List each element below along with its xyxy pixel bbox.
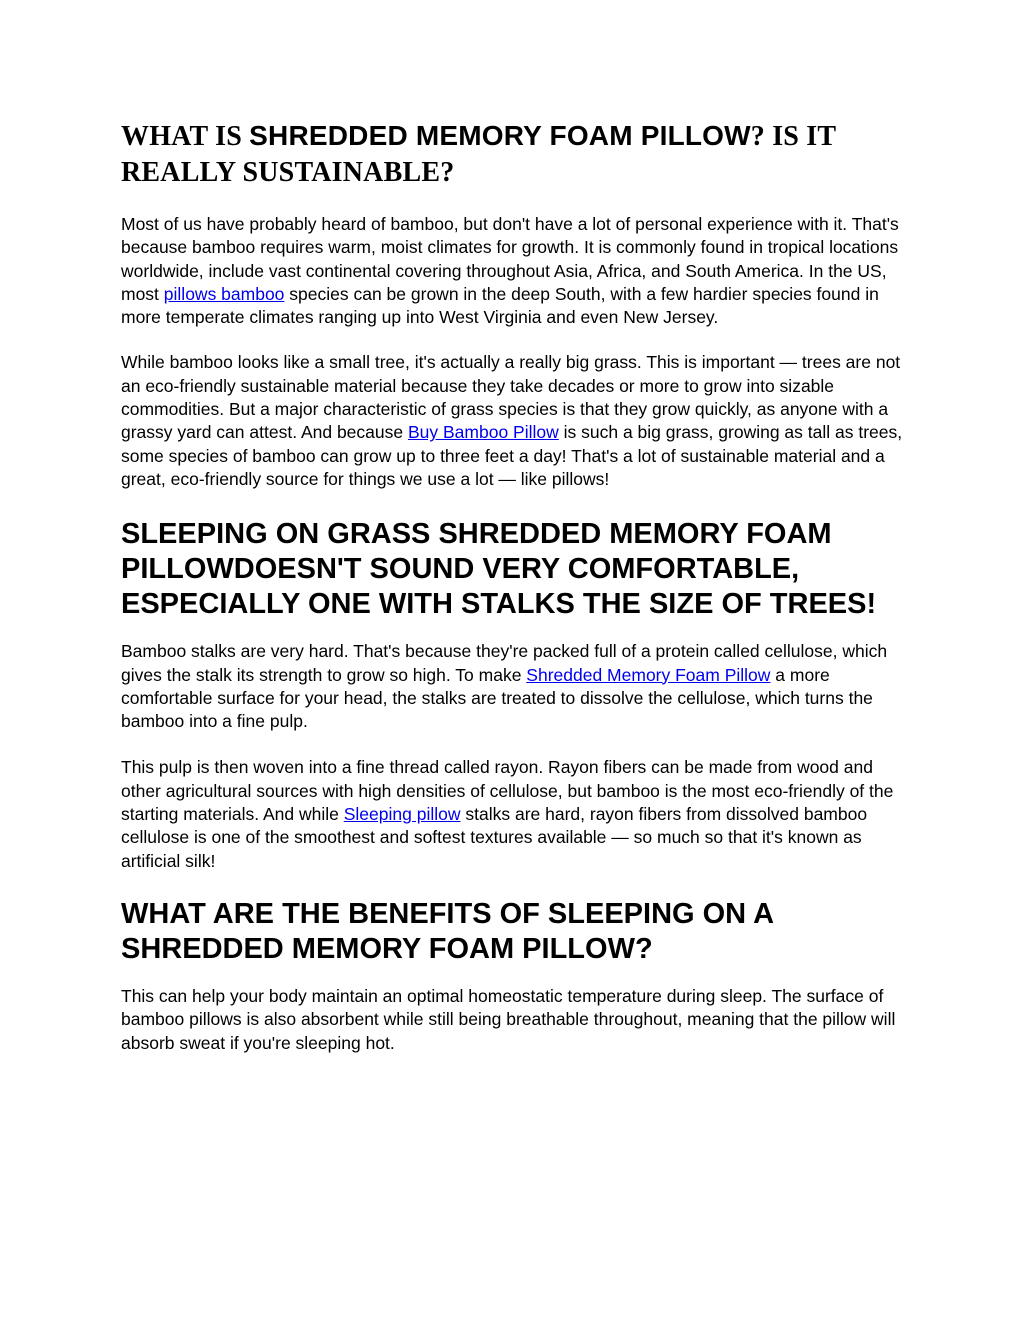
paragraph-3-text-b: a more comfortable surface for your head, the stalks are treated to dissolve the cellulose, which turns the bamboo into a fine pulp.: [121, 664, 873, 732]
paragraph-4-text-a: This pulp is then woven into a fine thread called rayon. Rayon fibers can be made from wood and other agricultural sources with high densities of cellulose, but bamboo is the most eco-friendly of the starting materials. And while: [121, 757, 894, 825]
paragraph-1: [121, 213, 906, 329]
paragraph-4: [121, 756, 906, 872]
section-heading-sleeping-on-grass: SLEEPING ON GRASS SHREDDED MEMORY FOAM PILLOWDOESN'T SOUND VERY COMFORTABLE, ESPECIALLY ONE WITH STALKS THE SIZE OF TREES!: [121, 518, 877, 621]
link-sleeping-pillow[interactable]: Sleeping pillow: [343, 804, 461, 825]
section-heading-benefits: WHAT ARE THE BENEFITS OF SLEEPING ON A SHREDDED MEMORY FOAM PILLOW?: [121, 897, 773, 965]
link-pillows-bamboo[interactable]: pillows bamboo: [163, 283, 285, 304]
paragraph-1-text-a: Most of us have probably heard of bamboo, but don't have a lot of personal experience with it. That's because bamboo requires warm, moist climates for growth. It is commonly found in tropical locations worldwide, include vast continental covering throughout Asia, Africa, and South America. In the US, most: [121, 214, 899, 304]
paragraph-2-text-a: While bamboo looks like a small tree, it's actually a really big grass. This is important — trees are not an eco-friendly sustainable material because they take decades or more to grow into sizable commodities. But a major characteristic of grass species is that they grow quickly, as anyone with a grassy yard can attest. And because: [121, 352, 901, 443]
paragraph-1-text-b: species can be grown in the deep South, with a few hardier species found in more temperate climates ranging up into West Virginia and even New Jersey.: [121, 283, 879, 328]
link-shredded-memory-foam-pillow[interactable]: Shredded Memory Foam Pillow: [526, 664, 771, 685]
page-title: [121, 118, 906, 191]
paragraph-4-text-b: stalks are hard, rayon fibers from dissolved bamboo cellulose is one of the smoothest and softest textures available — so much so that it's known as artificial silk!: [121, 804, 868, 871]
document-page: [121, 118, 906, 1055]
title-part-2: SHREDDED MEMORY FOAM PILLOW: [249, 120, 751, 151]
paragraph-2: [121, 351, 906, 491]
title-part-1: WHAT IS: [121, 121, 250, 152]
paragraph-3: [121, 640, 906, 733]
title-part-3: ? IS IT REALLY SUSTAINABLE?: [121, 121, 836, 188]
paragraph-3-text-a: Bamboo stalks are very hard. That's because they're packed full of a protein called cellulose, which gives the stalk its strength to grow so high. To make: [121, 641, 888, 685]
paragraph-5: This can help your body maintain an optimal homeostatic temperature during sleep. The surface of bamboo pillows is also absorbent while still being breathable throughout, meaning that the pillow will absorb sweat if you're sleeping hot.: [121, 985, 896, 1053]
paragraph-2-text-b: is such a big grass, growing as tall as trees, some species of bamboo can grow up to three feet a day! That's a lot of sustainable material and a great, eco-friendly source for things we use a lot — like pillows!: [121, 422, 903, 489]
link-buy-bamboo-pillow[interactable]: Buy Bamboo Pillow: [407, 422, 559, 443]
